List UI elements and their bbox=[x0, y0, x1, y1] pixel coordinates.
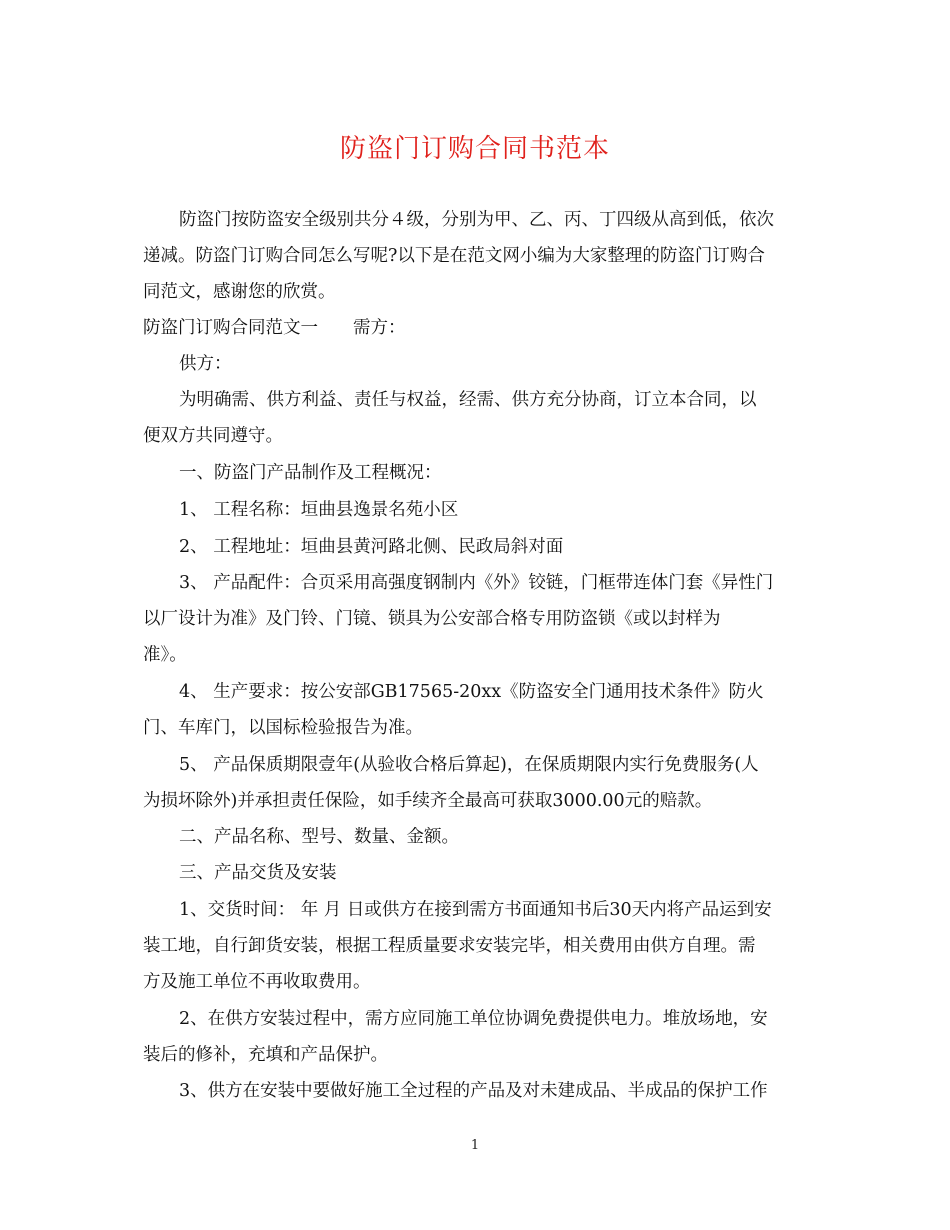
paragraph-line: 便双方共同遵守。 bbox=[143, 426, 283, 446]
list-item: 4、 生产要求：按公安部GB17565-20xx《防盗安全门通用技术条件》防火 bbox=[179, 682, 764, 702]
paragraph-line: 同范文，感谢您的欣赏。 bbox=[143, 282, 336, 302]
list-item: 2、在供方安装过程中，需方应同施工单位协调免费提供电力。堆放场地，安 bbox=[179, 1009, 768, 1029]
list-item: 3、供方在安装中要做好施工全过程的产品及对未建成品、半成品的保护工作 bbox=[179, 1081, 768, 1101]
section-heading: 三、产品交货及安装 bbox=[179, 863, 337, 883]
list-item: 1、 工程名称：垣曲县逸景名苑小区 bbox=[179, 500, 459, 520]
paragraph-line: 门、车库门，以国标检验报告为准。 bbox=[143, 718, 423, 738]
page-number: 1 bbox=[470, 1138, 480, 1153]
list-item: 5、 产品保质期限壹年(从验收合格后算起)，在保质期限内实行免费服务(人 bbox=[179, 755, 759, 775]
paragraph-line: 防盗门按防盗安全级别共分４级，分别为甲、乙、丙、丁四级从高到低，依次 bbox=[179, 210, 774, 230]
paragraph-line: 供方： bbox=[179, 354, 232, 374]
paragraph-line: 装后的修补，充填和产品保护。 bbox=[143, 1045, 388, 1065]
paragraph-line: 装工地，自行卸货安装，根据工程质量要求安装完毕，相关费用由供方自理。需 bbox=[143, 936, 756, 956]
paragraph-line: 为明确需、供方利益、责任与权益，经需、供方充分协商，订立本合同，以 bbox=[179, 390, 757, 410]
paragraph-line: 递减。防盗门订购合同怎么写呢?以下是在范文网小编为大家整理的防盗门订购合 bbox=[143, 246, 765, 266]
section-heading: 二、产品名称、型号、数量、金额。 bbox=[179, 827, 459, 847]
list-item: 2、 工程地址：垣曲县黄河路北侧、民政局斜对面 bbox=[179, 537, 564, 557]
paragraph-line: 为损坏除外)并承担责任保险，如手续齐全最高可获取3000.00元的赔款。 bbox=[143, 791, 713, 811]
paragraph-line: 准》。 bbox=[143, 645, 187, 665]
paragraph-line: 以厂设计为准》及门铃、门镜、锁具为公安部合格专用防盗锁《或以封样为 bbox=[143, 609, 721, 629]
paragraph-line: 方及施工单位不再收取费用。 bbox=[143, 972, 371, 992]
paragraph-line: 防盗门订购合同范文一 需方： bbox=[143, 318, 406, 338]
section-heading: 一、防盗门产品制作及工程概况： bbox=[179, 463, 442, 483]
document-title: 防盗门订购合同书范本 bbox=[339, 134, 610, 164]
list-item: 1、交货时间： 年 月 日或供方在接到需方书面通知书后30天内将产品运到安 bbox=[179, 900, 772, 920]
list-item: 3、 产品配件：合页采用高强度钢制内《外》铰链，门框带连体门套《异性门 bbox=[179, 573, 774, 593]
